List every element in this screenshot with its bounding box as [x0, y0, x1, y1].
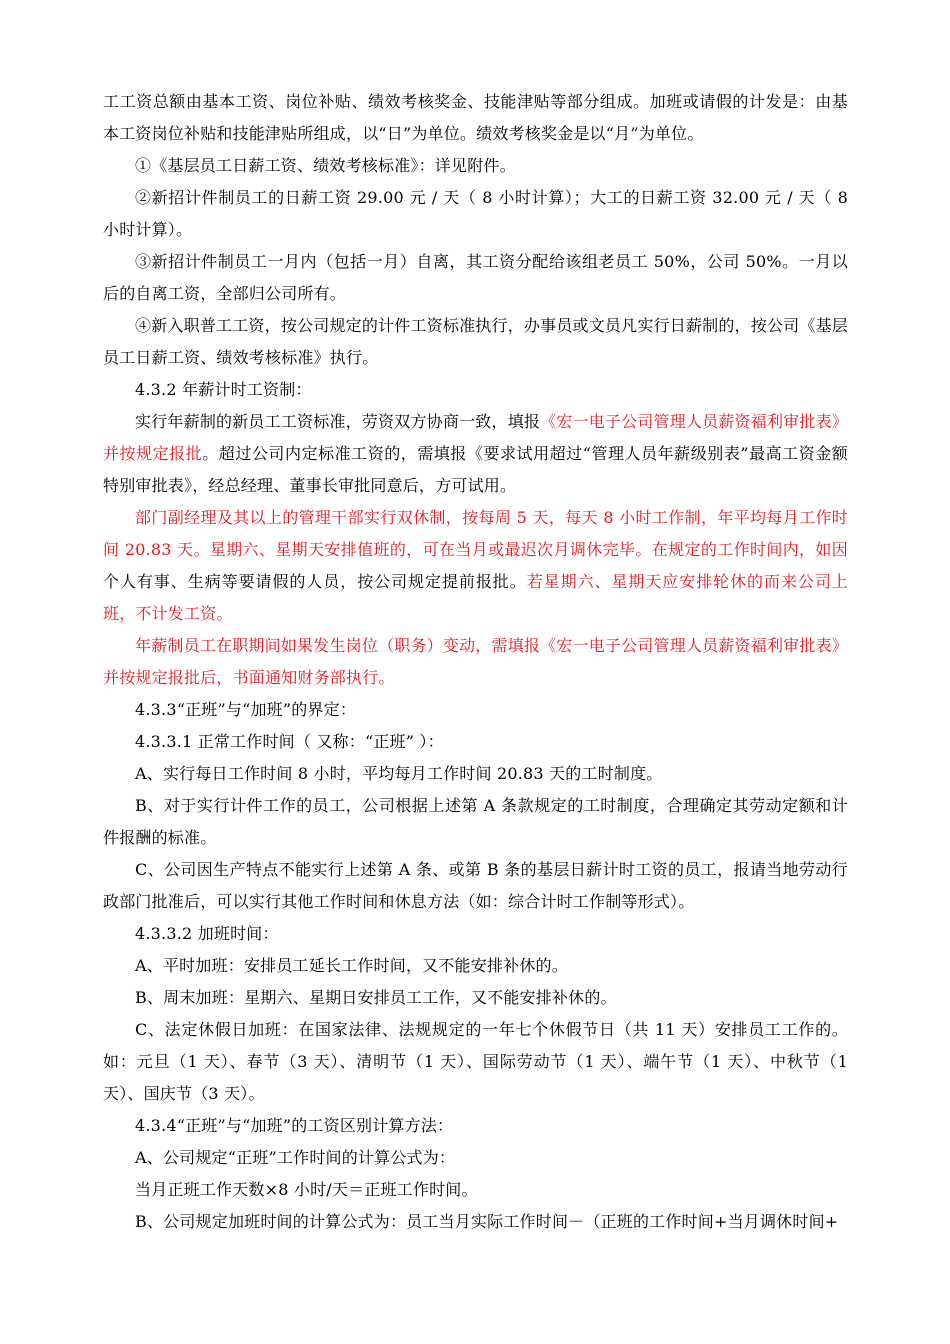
paragraph	[103, 790, 848, 854]
paragraph	[103, 918, 848, 950]
text-run: 4.3.3.1 正常工作时间（ 又称：“正班” ）：	[135, 732, 444, 751]
text-run: B、对于实行计件工作的员工，公司根据上述第 A 条款规定的工时制度，合理确定其劳动定额和计件报酬的标准。	[103, 796, 848, 847]
text-run: 实行年薪制的新员工工资标准，劳资双方协商一致，填报	[135, 412, 541, 431]
text-run: 工工资总额由基本工资、岗位补贴、绩效考核奖金、技能津贴等部分组成。加班或请假的计发是：由基本工资岗位补贴和技能津贴所组成，以“日”为单位。绩效考核奖金是以“月”为单位。	[103, 92, 848, 143]
paragraph	[103, 310, 848, 374]
text-run: A、实行每日工作时间 8 小时，平均每月工作时间 20.83 天的工时制度。	[135, 764, 663, 783]
text-run: 。超过公司内定标准工资的，需填报《要求试用超过“管理人员年薪级别表”最高工资金额特别审批表》，经总经理、董事长审批同意后，方可试用。	[103, 444, 848, 495]
text-run: 4.3.2 年薪计时工资制：	[135, 380, 312, 399]
text-run: B、周末加班：星期六、星期日安排员工工作，又不能安排补休的。	[135, 988, 617, 1007]
highlighted-text: 若星期六、星期天应安排轮休的而来公司上班，不计发工资。	[103, 572, 848, 623]
highlighted-text: 部门副经理及其以上的管理干部实行双休制，按每周 5 天，每天 8 小时工作制，年平均每月工作时间 20.83 天。星期六、星期天安排值班的，可在当月或最迟次月调休完毕。在规定的工作时间内，如因	[103, 508, 848, 559]
paragraph	[103, 150, 848, 182]
paragraph	[103, 726, 848, 758]
text-run: 4.3.4“正班”与“加班”的工资区别计算方法：	[135, 1116, 454, 1135]
text-run: ③新招计件制员工一月内（包括一月）自离，其工资分配给该组老员工 50%，公司 50%。一月以后的自离工资，全部归公司所有。	[103, 252, 848, 303]
text-run: 当月正班工作天数×8 小时/天＝正班工作时间。	[135, 1180, 478, 1199]
text-run: C、公司因生产特点不能实行上述第 A 条、或第 B 条的基层日薪计时工资的员工，报请当地劳动行政部门批准后，可以实行其他工作时间和休息方法（如：综合计时工作制等形式）。	[103, 860, 848, 911]
paragraph	[103, 502, 848, 630]
highlighted-text: 年薪制员工在职期间如果发生岗位（职务）变动，需填报《宏一电子公司管理人员薪资福利审批表》并按规定报批后，书面通知财务部执行。	[103, 636, 848, 687]
highlighted-text: 《宏一电子公司管理人员薪资福利审批表》并按规定报批	[103, 412, 848, 463]
text-run: A、公司规定“正班”工作时间的计算公式为：	[135, 1148, 456, 1167]
paragraph	[103, 1174, 848, 1206]
paragraph	[103, 854, 848, 918]
paragraph	[103, 982, 848, 1014]
paragraph	[103, 406, 848, 502]
text-run: ④新入职普工工资，按公司规定的计件工资标准执行，办事员或文员凡实行日薪制的，按公司《基层员工日薪工资、绩效考核标准》执行。	[103, 316, 848, 367]
paragraph	[103, 630, 848, 694]
paragraph	[103, 758, 848, 790]
paragraph	[103, 1206, 848, 1238]
text-run: 4.3.3“正班”与“加班”的界定：	[135, 700, 357, 719]
paragraph	[103, 1014, 848, 1110]
text-run: ②新招计件制员工的日薪工资 29.00 元 / 天（ 8 小时计算）；大工的日薪工资 32.00 元 / 天（ 8 小时计算）。	[103, 188, 848, 239]
text-run: B、公司规定加班时间的计算公式为：员工当月实际工作时间－（正班的工作时间+当月调休时间+	[135, 1212, 839, 1231]
paragraph	[103, 694, 848, 726]
paragraph	[103, 1142, 848, 1174]
paragraph	[103, 950, 848, 982]
text-run: 4.3.3.2 加班时间：	[135, 924, 279, 943]
text-run: C、法定休假日加班：在国家法律、法规规定的一年七个休假节日（共 11 天）安排员工工作的。如：元旦（1 天）、春节（3 天）、清明节（1 天）、国际劳动节（1 天）、端午节（1 天）、中秋节（1 天）、国庆节（3 天）。	[103, 1020, 848, 1103]
paragraph	[103, 86, 848, 150]
paragraph	[103, 374, 848, 406]
text-run: ①《基层员工日薪工资、绩效考核标准》：详见附件。	[135, 156, 516, 175]
paragraph	[103, 1110, 848, 1142]
text-run: A、平时加班：安排员工延长工作时间，又不能安排补休的。	[135, 956, 568, 975]
paragraph	[103, 182, 848, 246]
paragraph	[103, 246, 848, 310]
text-run: 个人有事、生病等要请假的人员，按公司规定提前报批。	[103, 572, 527, 591]
